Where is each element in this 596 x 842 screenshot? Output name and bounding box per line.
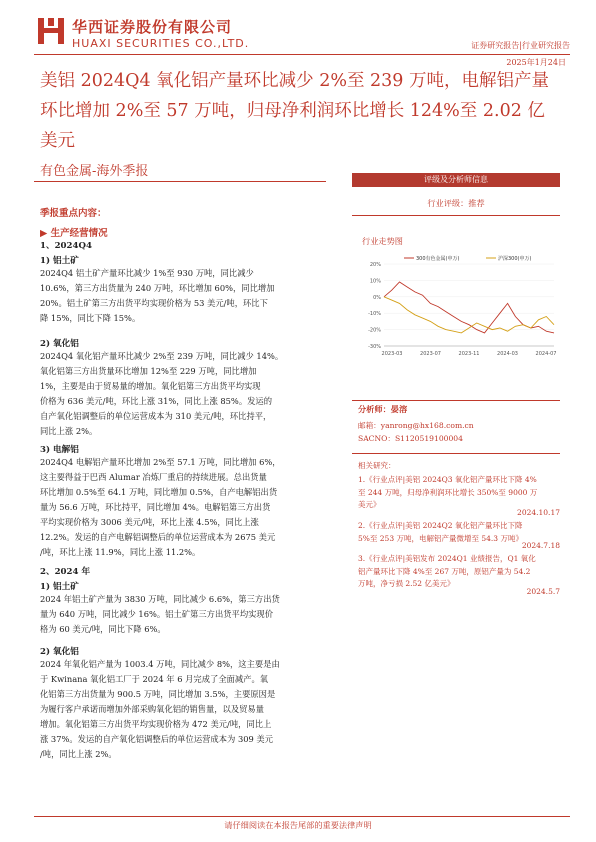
y-tick-label: 10% <box>369 278 381 285</box>
x-tick-label: 2023-11 <box>458 351 480 357</box>
text-line: 10.6%，第三方出货量为 240 万吨，环比增加 60%，同比增加 <box>40 283 275 293</box>
text-line: 于 Kwinana 氧化铝工厂于 2024 年 6 月完成了全面减产。氧 <box>40 674 269 684</box>
text-line: 自产氧化铝调整后的单位运营成本为 310 美元/吨，环比持平， <box>40 411 272 421</box>
x-tick-label: 2024-07 <box>535 351 557 357</box>
text-line: 平均实现价格为 3006 美元/吨，环比上涨 4.5%，同比上涨 <box>40 517 259 527</box>
report-type: 证券研究报告|行业研究报告 <box>471 41 570 50</box>
industry-rating: 行业评级：推荐 <box>427 198 485 208</box>
text-line: 12.2%。发运的自产电解铝调整后的单位运营成本为 2675 美元 <box>40 532 276 542</box>
text-line: 2024 年氧化铝产量为 1003.4 万吨，同比减少 8%，这主要是由 <box>40 659 280 669</box>
analyst-sacno: SACNO：S1120519100004 <box>358 434 463 443</box>
series-line <box>384 297 554 333</box>
text-line: 2024Q4 电解铝产量环比增加 2%至 57.1 万吨，同比增加 6%， <box>40 457 281 467</box>
brand-name-en: HUAXI SECURITIES CO.,LTD. <box>72 37 250 50</box>
text-line: 2024Q4 氧化铝产量环比减少 2%至 239 万吨，同比减少 14%。 <box>40 351 284 361</box>
series-line <box>384 282 554 333</box>
related-item-3[interactable] <box>358 553 558 591</box>
y-tick-label: -20% <box>368 327 381 334</box>
analyst-divider <box>352 400 560 401</box>
related-line: 1.《行业点评|美铝 2024Q3 氧化铝产量环比下降 4% <box>358 475 537 484</box>
q4-aluminum-title: 3) 电解铝 <box>40 445 79 455</box>
y-alumina-title: 2) 氧化铝 <box>40 647 79 657</box>
analyst-name: 分析师：晏溶 <box>358 404 408 414</box>
x-tick-label: 2023-07 <box>420 351 441 357</box>
company-logo-icon <box>36 16 66 46</box>
text-line: 格为 60 美元/吨，同比下降 6%。 <box>40 624 166 634</box>
legend-label: 300有色金属(申万) <box>416 256 460 262</box>
related-date-1: 2024.10.17 <box>517 508 560 517</box>
header-divider <box>34 54 570 55</box>
related-item-1[interactable] <box>358 474 558 512</box>
analyst-email: 邮箱：yanrong@hx168.com.cn <box>358 421 474 430</box>
y-bauxite-title: 1) 铝土矿 <box>40 582 79 592</box>
y-tick-label: -10% <box>368 311 381 318</box>
ops-title: ▶ 生产经营情况 <box>40 228 108 239</box>
y-bauxite-text <box>40 592 340 637</box>
text-line: 2024 年铝土矿产量为 3830 万吨，同比减少 6.6%，第三方出货 <box>40 594 280 604</box>
rating-divider <box>352 215 560 216</box>
related-line: 5%至 253 万吨，电解铝产量微增至 54.3 万吨》 <box>358 533 523 543</box>
related-line: 3.《行业点评|美铝发布 2024Q1 业绩报告，Q1 氧化 <box>358 554 536 563</box>
y-tick-label: 20% <box>369 262 381 268</box>
text-line: 化铝第三方出货量为 900.5 万吨，同比增加 3.5%，主要原因是 <box>40 689 276 699</box>
q4-bauxite-title: 1) 铝土矿 <box>40 256 79 266</box>
text-line: 量为 56.6 万吨，环比持平，同比增加 4%。电解铝第三方出货 <box>40 502 271 512</box>
chart-title: 行业走势图 <box>362 236 403 246</box>
text-line: 这主要得益于巴西 Alumar 冶炼厂重启的持续进展。总出货量 <box>40 472 267 482</box>
section-title: 季报重点内容： <box>40 208 107 219</box>
related-line: 美元》 <box>358 500 381 509</box>
related-date-2: 2024.7.18 <box>521 541 560 550</box>
text-line: /吨，环比上涨 11.9%，同比上涨 11.2%。 <box>40 547 201 557</box>
y-tick-label: -30% <box>368 344 381 350</box>
x-tick-label: 2024-03 <box>497 351 518 357</box>
footer-disclaimer: 请仔细阅读在本报告尾部的重要法律声明 <box>224 820 372 830</box>
q4-bauxite-text <box>40 266 340 326</box>
text-line: 为履行客户承诺而增加外部采购氧化铝的销售量，以及贸易量 <box>40 704 265 714</box>
text-line: 1%，主要是由于贸易量的增加。氧化铝第三方出货平均实现 <box>40 381 261 391</box>
footer-divider <box>34 816 570 817</box>
text-line: 环比增加 0.5%至 64.1 万吨，同比增加 0.5%，自产电解铝出货 <box>40 487 278 497</box>
related-divider <box>352 453 560 454</box>
y2024-title: 2、2024 年 <box>40 567 91 577</box>
y-alumina-text <box>40 657 340 762</box>
text-line: 价格为 636 美元/吨，环比上涨 31%，同比上涨 85%。发运的 <box>40 396 273 406</box>
related-title: 相关研究： <box>358 461 396 470</box>
text-line: 量为 640 万吨，同比减少 16%。铝土矿第三方出货平均实现价 <box>40 609 274 619</box>
text-line: 同比上涨 2%。 <box>40 426 98 436</box>
legend-label: 沪深300(申万) <box>498 256 532 262</box>
related-date-3: 2024.5.7 <box>526 587 560 596</box>
text-line: 增加。氧化铝第三方出货平均实现价格为 472 美元/吨，同比上 <box>40 719 272 729</box>
text-line: 降 15%，同比下降 15%。 <box>40 313 141 323</box>
text-line: 涨 37%。发运的自产氧化铝调整后的单位运营成本为 309 美元 <box>40 734 274 744</box>
related-line: 铝产量环比下降 4%至 267 万吨，原铝产量为 54.2 <box>358 566 531 576</box>
q4-title: 1、2024Q4 <box>40 241 92 251</box>
text-line: /吨，同比上涨 2%。 <box>40 749 117 759</box>
related-line: 至 244 万吨，归母净利润环比增长 350%至 9000 万 <box>358 487 538 497</box>
q4-aluminum-text <box>40 455 340 560</box>
brand-name-cn: 华西证券股份有限公司 <box>72 18 233 36</box>
report-title: 美铝 2024Q4 氧化铝产量环比减少 2%至 239 万吨，电解铝产量环比增加 2%至 57 万吨，归母净利润环比增长 124%至 2.02 亿美元 <box>40 71 549 151</box>
subtitle-divider <box>34 181 326 182</box>
report-subtitle: 有色金属-海外季报 <box>40 164 149 179</box>
related-line: 2.《行业点评|美铝 2024Q2 氧化铝产量环比下降 <box>358 521 523 530</box>
x-tick-label: 2023-03 <box>381 351 403 357</box>
y-tick-label: 0% <box>373 294 381 301</box>
related-line: 万吨，净亏损 2.52 亿美元》 <box>358 579 455 588</box>
rating-box-title: 评级及分析师信息 <box>352 173 560 187</box>
q4-alumina-title: 2) 氧化铝 <box>40 339 79 349</box>
text-line: 氧化铝第三方出货量环比增加 12%至 229 万吨，同比增加 <box>40 366 257 376</box>
q4-alumina-text <box>40 349 340 439</box>
text-line: 20%。铝土矿第三方出货平均实现价格为 53 美元/吨，环比下 <box>40 298 268 308</box>
industry-trend-chart <box>358 250 558 360</box>
text-line: 2024Q4 铝土矿产量环比减少 1%至 930 万吨，同比减少 <box>40 268 254 278</box>
report-date: 2025年1月24日 <box>506 58 566 67</box>
